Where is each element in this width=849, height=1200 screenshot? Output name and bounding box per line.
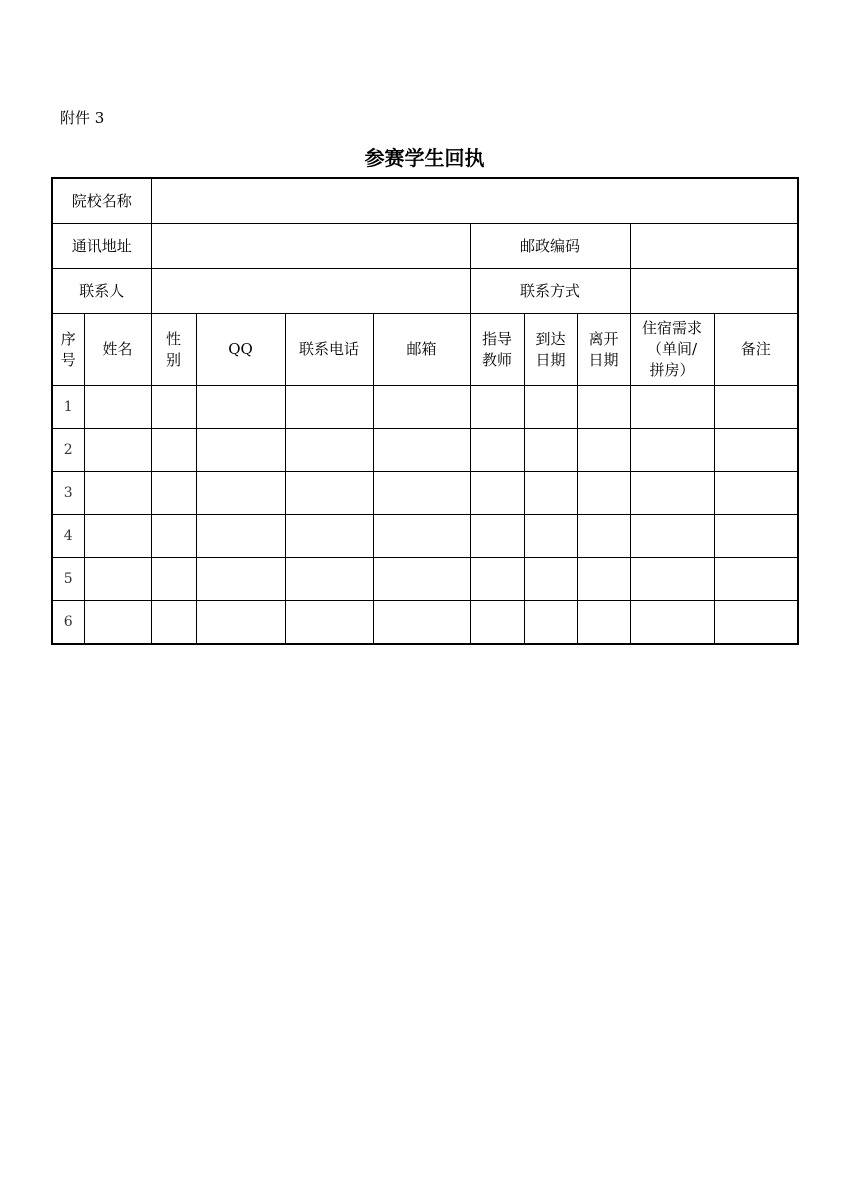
row-number: 4 [52,515,84,558]
cell-teacher[interactable] [470,429,524,472]
cell-gender[interactable] [151,558,196,601]
cell-email[interactable] [373,601,470,645]
cell-teacher[interactable] [470,515,524,558]
cell-gender[interactable] [151,472,196,515]
cell-arrive[interactable] [524,429,577,472]
row-number: 5 [52,558,84,601]
contact-method-label: 联系方式 [470,269,630,314]
cell-leave[interactable] [577,429,630,472]
cell-lodging[interactable] [630,515,714,558]
cell-name[interactable] [84,386,151,429]
col-header-arrive-line: 到达 [535,329,566,348]
cell-qq[interactable] [196,472,285,515]
row-number: 2 [52,429,84,472]
cell-phone[interactable] [285,515,373,558]
col-header-phone: 联系电话 [285,314,373,386]
col-header-lodging-line: （单间/ [646,340,698,358]
school-name-row [52,178,798,224]
col-header-arrive [524,314,577,386]
col-header-leave-line: 日期 [588,350,619,369]
col-header-lodging-line: 住宿需求 [642,319,703,337]
cell-remark[interactable] [714,386,798,429]
contact-person-label: 联系人 [52,269,151,314]
cell-lodging[interactable] [630,472,714,515]
row-number: 3 [52,472,84,515]
cell-gender[interactable] [151,386,196,429]
cell-name[interactable] [84,429,151,472]
table-row [52,472,798,515]
cell-email[interactable] [373,515,470,558]
col-header-leave-line: 离开 [588,329,619,348]
column-header-row [52,314,798,386]
col-header-arrive-line: 日期 [535,350,566,369]
cell-name[interactable] [84,558,151,601]
col-header-qq: QQ [196,314,285,386]
cell-leave[interactable] [577,601,630,645]
receipt-form-table [51,177,799,645]
col-header-remark: 备注 [714,314,798,386]
cell-remark[interactable] [714,429,798,472]
cell-arrive[interactable] [524,386,577,429]
table-row [52,429,798,472]
cell-arrive[interactable] [524,472,577,515]
cell-lodging[interactable] [630,601,714,645]
col-header-teacher-line: 教师 [482,350,513,369]
cell-qq[interactable] [196,429,285,472]
cell-qq[interactable] [196,558,285,601]
col-header-seq [52,314,84,386]
col-header-teacher-line: 指导 [482,329,513,348]
cell-arrive[interactable] [524,558,577,601]
cell-lodging[interactable] [630,429,714,472]
cell-teacher[interactable] [470,386,524,429]
cell-remark[interactable] [714,601,798,645]
contact-person-field[interactable] [151,269,470,314]
col-header-seq-line: 号 [60,350,76,369]
col-header-gender-line: 性 [166,329,182,348]
cell-gender[interactable] [151,515,196,558]
cell-phone[interactable] [285,429,373,472]
table-row [52,558,798,601]
cell-arrive[interactable] [524,515,577,558]
col-header-seq-line: 序 [60,329,76,348]
contact-row [52,269,798,314]
contact-method-field[interactable] [630,269,798,314]
col-header-gender [151,314,196,386]
school-name-field[interactable] [151,178,798,224]
cell-gender[interactable] [151,601,196,645]
cell-phone[interactable] [285,558,373,601]
cell-email[interactable] [373,472,470,515]
col-header-lodging-line: 拼房） [649,361,695,379]
cell-name[interactable] [84,515,151,558]
cell-teacher[interactable] [470,558,524,601]
cell-qq[interactable] [196,515,285,558]
cell-teacher[interactable] [470,601,524,645]
postcode-label: 邮政编码 [470,224,630,269]
cell-name[interactable] [84,601,151,645]
cell-gender[interactable] [151,429,196,472]
school-name-label: 院校名称 [52,178,151,224]
postcode-field[interactable] [630,224,798,269]
cell-leave[interactable] [577,558,630,601]
cell-name[interactable] [84,472,151,515]
table-row [52,515,798,558]
col-header-teacher [470,314,524,386]
cell-email[interactable] [373,558,470,601]
cell-phone[interactable] [285,472,373,515]
cell-phone[interactable] [285,386,373,429]
cell-arrive[interactable] [524,601,577,645]
cell-teacher[interactable] [470,472,524,515]
cell-phone[interactable] [285,601,373,645]
cell-remark[interactable] [714,472,798,515]
col-header-gender-line: 别 [166,350,182,369]
col-header-leave [577,314,630,386]
cell-email[interactable] [373,386,470,429]
cell-lodging[interactable] [630,386,714,429]
row-number: 1 [52,386,84,429]
cell-email[interactable] [373,429,470,472]
cell-qq[interactable] [196,601,285,645]
address-field[interactable] [151,224,470,269]
cell-leave[interactable] [577,515,630,558]
cell-leave[interactable] [577,472,630,515]
attachment-label: 附件 3 [60,109,105,127]
table-row [52,601,798,645]
cell-lodging[interactable] [630,558,714,601]
cell-remark[interactable] [714,515,798,558]
address-row [52,224,798,269]
cell-leave[interactable] [577,386,630,429]
table-row [52,386,798,429]
address-label: 通讯地址 [52,224,151,269]
col-header-email: 邮箱 [373,314,470,386]
col-header-name: 姓名 [84,314,151,386]
page-title: 参赛学生回执 [364,146,485,170]
row-number: 6 [52,601,84,645]
cell-remark[interactable] [714,558,798,601]
col-header-lodging [630,314,714,386]
cell-qq[interactable] [196,386,285,429]
